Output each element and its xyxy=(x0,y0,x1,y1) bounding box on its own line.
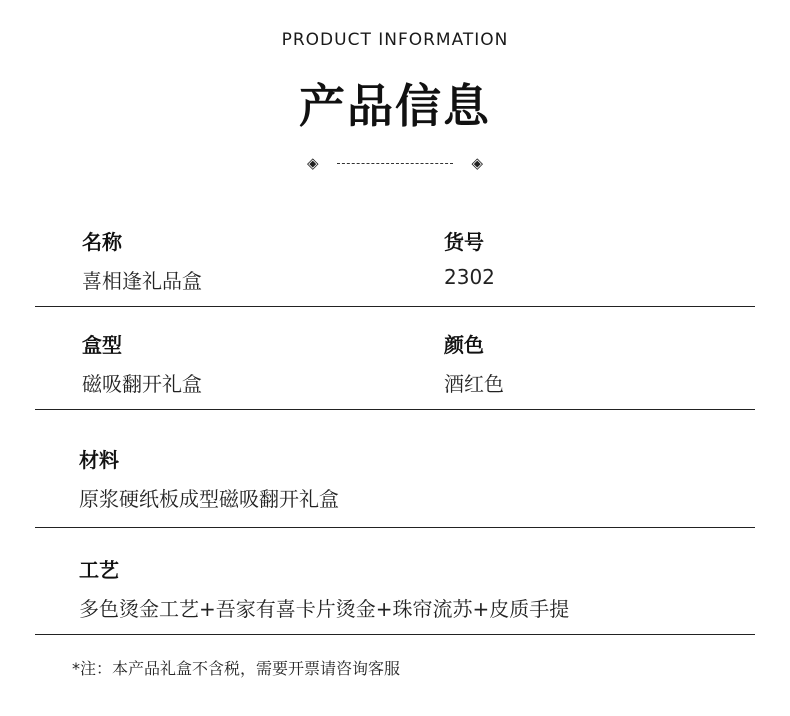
info-row-box-type xyxy=(35,323,755,410)
tax-footnote: *注：本产品礼盒不含税，需要开票请咨询客服 xyxy=(72,659,401,678)
page-title: 产品信息 xyxy=(299,79,491,133)
info-row-craft xyxy=(35,548,755,635)
dashed-line xyxy=(337,163,453,164)
name-label: 名称 xyxy=(82,230,122,254)
material-label: 材料 xyxy=(79,448,119,472)
box-type-value: 磁吸翻开礼盒 xyxy=(82,372,202,396)
item-number-label: 货号 xyxy=(444,230,484,254)
name-value: 喜相逢礼品盒 xyxy=(82,269,202,293)
diamond-right-icon: ◈ xyxy=(471,154,483,172)
color-value: 酒红色 xyxy=(444,372,504,396)
item-number-value: 2302 xyxy=(444,265,495,289)
diamond-left-icon: ◈ xyxy=(307,154,319,172)
title-english: PRODUCT INFORMATION xyxy=(281,30,509,50)
title-divider xyxy=(0,154,790,176)
color-label: 颜色 xyxy=(444,333,484,357)
material-value: 原浆硬纸板成型磁吸翻开礼盒 xyxy=(79,487,339,511)
info-row-name xyxy=(35,220,755,307)
info-row-material xyxy=(35,438,755,528)
craft-label: 工艺 xyxy=(79,558,119,582)
craft-value: 多色烫金工艺+吾家有喜卡片烫金+珠帘流苏+皮质手提 xyxy=(79,597,570,621)
box-type-label: 盒型 xyxy=(82,333,122,357)
